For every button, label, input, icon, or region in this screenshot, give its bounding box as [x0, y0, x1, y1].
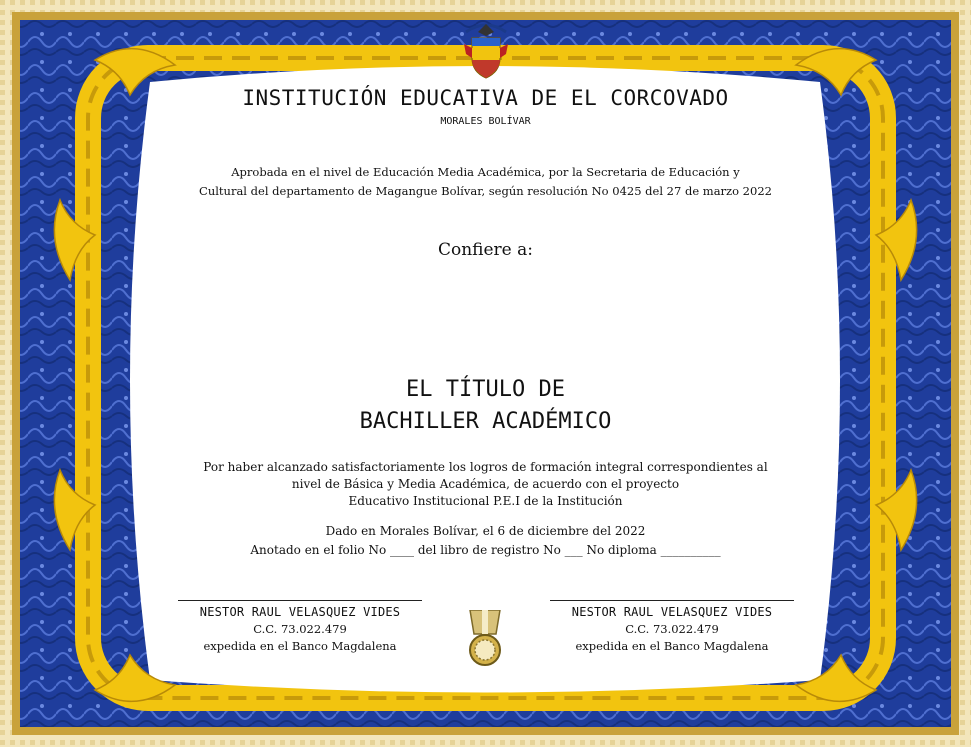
signatory-id-issued: expedida en el Banco Magdalena	[575, 639, 769, 653]
signature-line	[550, 600, 794, 601]
signature-block-left	[178, 600, 422, 655]
institution-name: INSTITUCIÓN EDUCATIVA DE EL CORCOVADO	[242, 86, 729, 110]
signatory-id: C.C. 73.022.479	[253, 622, 347, 636]
signatory-id-issued: expedida en el Banco Magdalena	[203, 639, 397, 653]
signature-block-right	[550, 600, 794, 655]
confers-label: Confiere a:	[437, 240, 534, 260]
given-line-1: Dado en Morales Bolívar, el 6 de diciembre del 2022	[325, 524, 646, 538]
signatory-name: NESTOR RAUL VELASQUEZ VIDES	[199, 605, 401, 619]
reason-line-1: Por haber alcanzado satisfactoriamente los logros de formación integral correspondientes al	[203, 460, 768, 474]
reason-line-2: nivel de Básica y Media Académica, de acuerdo con el proyecto	[291, 477, 680, 491]
title-line-2: BACHILLER ACADÉMICO	[359, 409, 612, 434]
reason-line-3: Educativo Institucional P.E.I de la Institución	[348, 494, 623, 508]
signatory-id: C.C. 73.022.479	[625, 622, 719, 636]
signatory-name: NESTOR RAUL VELASQUEZ VIDES	[571, 605, 773, 619]
institution-location: MORALES BOLÍVAR	[440, 116, 531, 127]
given-line-2: Anotado en el folio No ____ del libro de registro No ___ No diploma __________	[250, 543, 721, 557]
approval-line-1: Aprobada en el nivel de Educación Media Académica, por la Secretaria de Educación y	[231, 165, 740, 179]
title-line-1: EL TÍTULO DE	[406, 377, 565, 402]
medal-icon	[462, 610, 508, 668]
signature-line	[178, 600, 422, 601]
colombia-coat-of-arms-icon	[462, 22, 510, 80]
approval-line-2: Cultural del departamento de Magangue Bolívar, según resolución No 0425 del 27 de marzo 2022	[199, 184, 772, 198]
